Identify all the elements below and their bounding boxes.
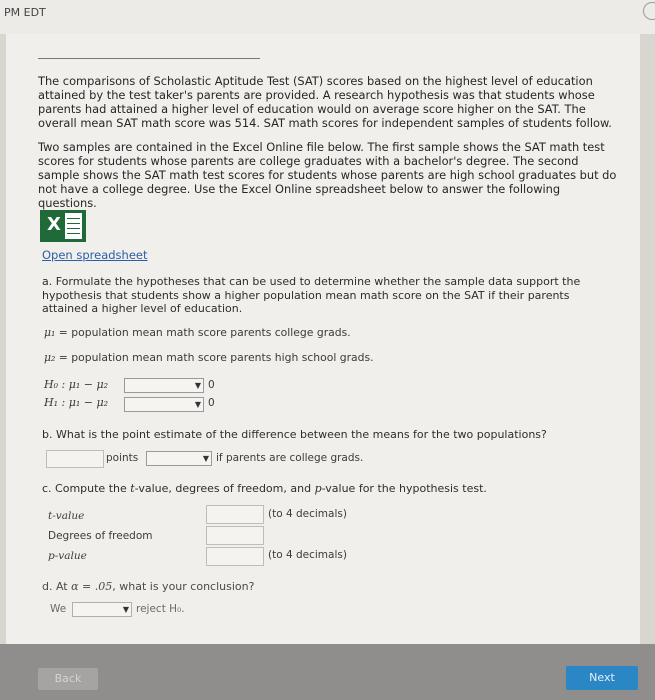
degrees-of-freedom-input[interactable] xyxy=(206,526,264,545)
reject-h0-label: reject H₀. xyxy=(136,603,185,615)
points-unit: points xyxy=(106,452,139,464)
footer-bar xyxy=(0,644,655,700)
mu2-text: = population mean math score parents high school grads. xyxy=(58,351,374,364)
mu1-text: = population mean math score parents college grads. xyxy=(58,326,351,339)
part-c-p: p xyxy=(314,482,322,495)
window-control-icon[interactable] xyxy=(643,2,655,20)
t-value-input[interactable] xyxy=(206,505,264,524)
chevron-down-icon: ▼ xyxy=(194,400,201,409)
p-value-input[interactable] xyxy=(206,547,264,566)
part-d-alpha: α = .05 xyxy=(71,580,113,593)
conclusion-dropdown[interactable] xyxy=(72,602,132,617)
divider xyxy=(38,58,260,59)
status-time: PM EDT xyxy=(4,6,46,19)
part-d-prompt-pre: d. At xyxy=(42,580,72,593)
part-c-t: t xyxy=(130,482,135,495)
h0-label: H₀ : μ₁ − μ₂ xyxy=(44,378,109,391)
mu2-definition xyxy=(44,351,374,364)
part-b-prompt: b. What is the point estimate of the difference between the means for the two populations? xyxy=(42,428,547,441)
next-button[interactable]: Next xyxy=(566,666,638,690)
point-estimate-input[interactable] xyxy=(46,450,104,468)
mu1-definition xyxy=(44,326,351,339)
intro-paragraph-2: Two samples are contained in the Excel Online file below. The first sample shows the SAT math test scores for students whose parents are college graduates with a bachelor's degree. The second sample shows the SAT math test scores for students whose parents are high school graduates but do not have a college degree. Use the Excel Online spreadsheet below to answer the following questions. xyxy=(38,140,617,210)
point-estimate-direction-dropdown[interactable] xyxy=(146,451,212,466)
chevron-down-icon: ▼ xyxy=(122,605,129,614)
t-value-hint: (to 4 decimals) xyxy=(268,508,347,520)
back-button[interactable]: Back xyxy=(38,668,98,690)
open-spreadsheet-link[interactable]: Open spreadsheet xyxy=(42,248,148,262)
h1-label: H₁ : μ₁ − μ₂ xyxy=(44,396,109,409)
mu1-symbol: μ₁ xyxy=(44,326,56,339)
point-estimate-suffix: if parents are college grads. xyxy=(216,452,364,464)
h0-relation-dropdown[interactable] xyxy=(124,378,204,393)
p-value-hint: (to 4 decimals) xyxy=(268,549,347,561)
chevron-down-icon: ▼ xyxy=(194,381,201,390)
part-c-prompt-pre: c. Compute the xyxy=(42,482,131,495)
degrees-of-freedom-label: Degrees of freedom xyxy=(48,530,153,542)
excel-icon[interactable] xyxy=(40,210,86,242)
part-c-prompt-post: -value for the hypothesis test. xyxy=(321,482,487,495)
excel-letter: X xyxy=(47,214,61,235)
mu2-symbol: μ₂ xyxy=(44,351,56,364)
part-d-prompt xyxy=(42,580,254,594)
intro-paragraph-1: The comparisons of Scholastic Aptitude Test (SAT) scores based on the highest level of education attained by the test taker's parents are provided. A research hypothesis was that students whose parents had attained a higher level of education would on average score higher on the SAT. The overall mean SAT math score was 514. SAT math scores for independent samples of students follow. xyxy=(38,74,612,130)
p-value-label: p-value xyxy=(48,550,87,562)
part-c-prompt xyxy=(42,482,487,496)
part-a-prompt: a. Formulate the hypotheses that can be used to determine whether the sample data support the hypothesis that students show a higher population mean math score on the SAT if their parents attained a higher level of education. xyxy=(42,275,581,315)
we-label: We xyxy=(50,603,67,615)
t-value-label: t-value xyxy=(48,510,85,522)
status-bar xyxy=(0,0,655,34)
h1-relation-dropdown[interactable] xyxy=(124,397,204,412)
part-d-prompt-post: , what is your conclusion? xyxy=(112,580,255,593)
chevron-down-icon: ▼ xyxy=(202,454,209,463)
h1-value: 0 xyxy=(208,397,215,409)
excel-grid-icon xyxy=(65,213,82,239)
part-c-prompt-mid: -value, degrees of freedom, and xyxy=(134,482,315,495)
h0-value: 0 xyxy=(208,379,215,391)
